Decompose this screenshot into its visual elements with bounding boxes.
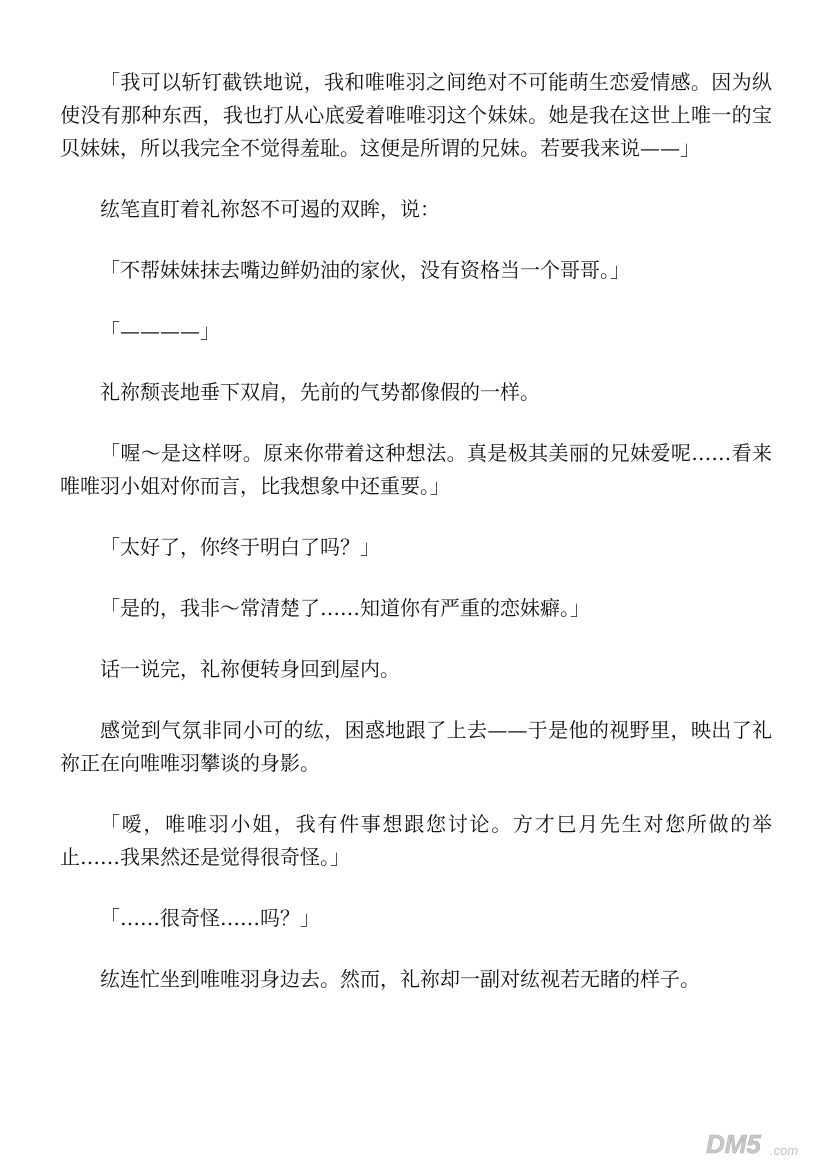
paragraph: 纮连忙坐到唯唯羽身边去。然而，礼祢却一副对纮视若无睹的样子。 bbox=[100, 967, 700, 991]
paragraph: 「嗳，唯唯羽小姐，我有件事想跟您讨论。方才巳月先生对您所做的举止……我果然还是觉得很奇怪。」 bbox=[60, 812, 772, 869]
paragraph: 「不帮妹妹抹去嘴边鲜奶油的家伙，没有资格当一个哥哥。」 bbox=[100, 258, 630, 282]
paragraph: 纮笔直盯着礼祢怒不可遏的双眸，说： bbox=[100, 197, 440, 221]
site-watermark-logo bbox=[704, 1127, 814, 1161]
document-page bbox=[60, 66, 772, 1024]
paragraph: 话一说完，礼祢便转身回到屋内。 bbox=[100, 657, 400, 681]
svg-text:DM5: DM5 bbox=[706, 1129, 761, 1159]
paragraph: 礼祢颓丧地垂下双肩，先前的气势都像假的一样。 bbox=[100, 380, 540, 404]
paragraph: 感觉到气氛非同小可的纮，困惑地跟了上去——于是他的视野里，映出了礼祢正在向唯唯羽攀谈的身影。 bbox=[60, 718, 772, 775]
paragraph: 「……很奇怪……吗？」 bbox=[100, 906, 320, 930]
svg-text:.com: .com bbox=[770, 1143, 799, 1158]
paragraph: 「是的，我非～常清楚了……知道你有严重的恋妹癖。」 bbox=[100, 596, 590, 620]
paragraph: 「太好了，你终于明白了吗？」 bbox=[100, 535, 380, 559]
paragraph: 「我可以斩钉截铁地说，我和唯唯羽之间绝对不可能萌生恋爱情感。因为纵使没有那种东西，我也打从心底爱着唯唯羽这个妹妹。她是我在这世上唯一的宝贝妹妹，所以我完全不觉得羞耻。这便是所谓的兄妹。若要我来说——」 bbox=[60, 70, 772, 160]
paragraph: 「喔～是这样呀。原来你带着这种想法。真是极其美丽的兄妹爱呢……看来唯唯羽小姐对你而言，比我想象中还重要。」 bbox=[60, 441, 772, 498]
paragraph: 「————」 bbox=[100, 319, 220, 343]
